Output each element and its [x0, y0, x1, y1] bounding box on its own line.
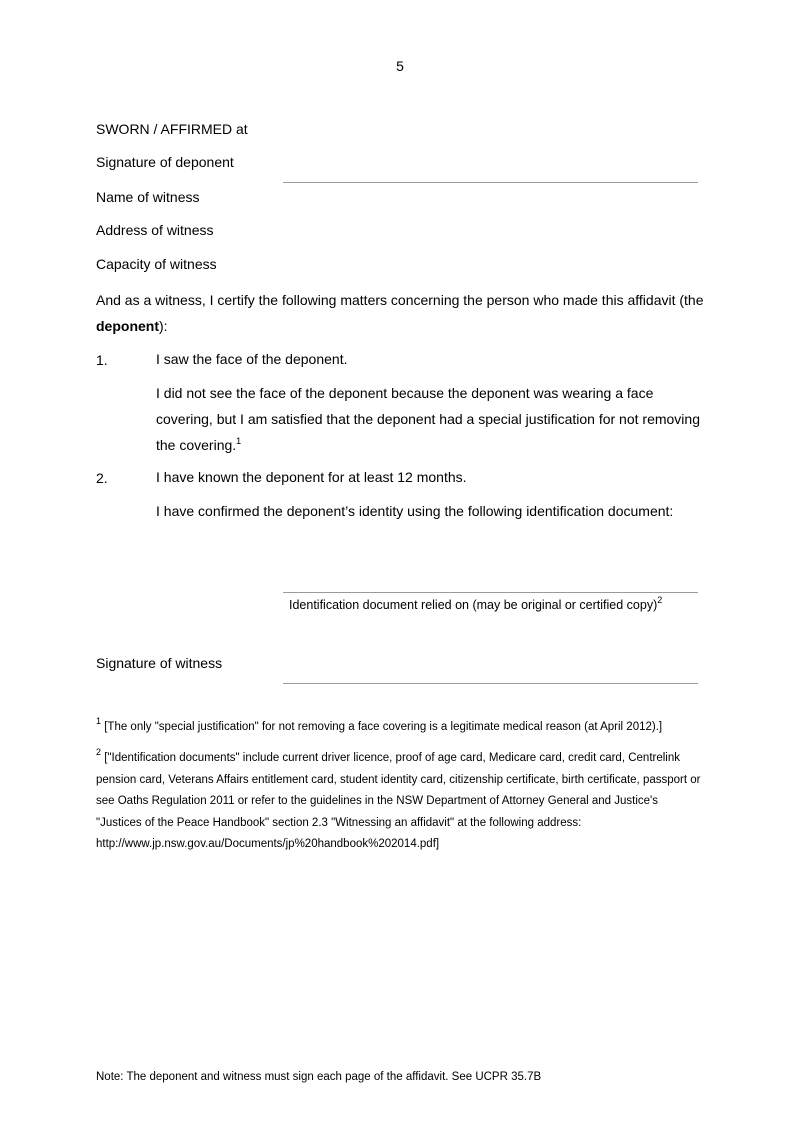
- footnote-2: $^2$ ["Identification documents" include current driver licence, proof of age card, Medicare card, credit card, Centrelink pension card, Veterans Affairs entitlement card, student identity card, citizenship certificate, birth certificate, passport or see Oaths Regulation 2011 or refer to the guidelines in the NSW Department of Attorney General and Justice's "Justices of the Peace Handbook" section 2.3 "Witnessing an affidavit" at the following address: http://www.jp.nsw.gov.au/Documents/jp%20handbook%202014.pdf]: [96, 747, 701, 850]
- item-1-text: I saw the face of the deponent.: [156, 351, 348, 367]
- address-of-witness-label: Address of witness: [96, 222, 214, 238]
- footnote-1-mark: 1: [96, 716, 102, 726]
- footnote-1: $^1$ [The only "special justification" for not removing a face covering is a legitimate medical reason (at April 2012).]: [96, 716, 663, 733]
- item-2-text: I have known the deponent for at least 12 months.: [156, 469, 467, 485]
- witness-signature-line[interactable]: [283, 683, 698, 684]
- deponent-term: deponent: [96, 318, 159, 334]
- signature-of-witness-label: Signature of witness: [96, 655, 223, 671]
- footnote-ref-2[interactable]: 2: [657, 595, 663, 605]
- footnote-ref-1[interactable]: 1: [236, 436, 242, 446]
- name-of-witness-label: Name of witness: [96, 189, 200, 205]
- item-1-number: 1.: [96, 352, 108, 368]
- item-2-alternative: I have confirmed the deponent’s identity using the following identification document:: [156, 503, 674, 519]
- page-number: 5: [396, 58, 404, 74]
- item-2-number: 2.: [96, 470, 108, 486]
- deponent-signature-line[interactable]: [283, 182, 698, 183]
- identification-document-line[interactable]: [283, 592, 698, 593]
- item-1-alternative: I did not see the face of the deponent because the deponent was wearing a face covering, but I am satisfied that the deponent had a special justification for not removing the covering.$^1$: [156, 385, 700, 453]
- identification-document-caption: Identification document relied on (may be original or certified copy)$^2$: [289, 595, 663, 612]
- signature-of-deponent-label: Signature of deponent: [96, 154, 234, 170]
- footnote-2-mark: 2: [96, 747, 102, 757]
- capacity-of-witness-label: Capacity of witness: [96, 256, 217, 272]
- certify-intro: And as a witness, I certify the following matters concerning the person who made this affidavit (the deponent):: [96, 292, 708, 334]
- page-note: Note: The deponent and witness must sign each page of the affidavit. See UCPR 35.7B: [96, 1071, 542, 1083]
- sworn-affirmed-label: SWORN / AFFIRMED at: [96, 121, 248, 137]
